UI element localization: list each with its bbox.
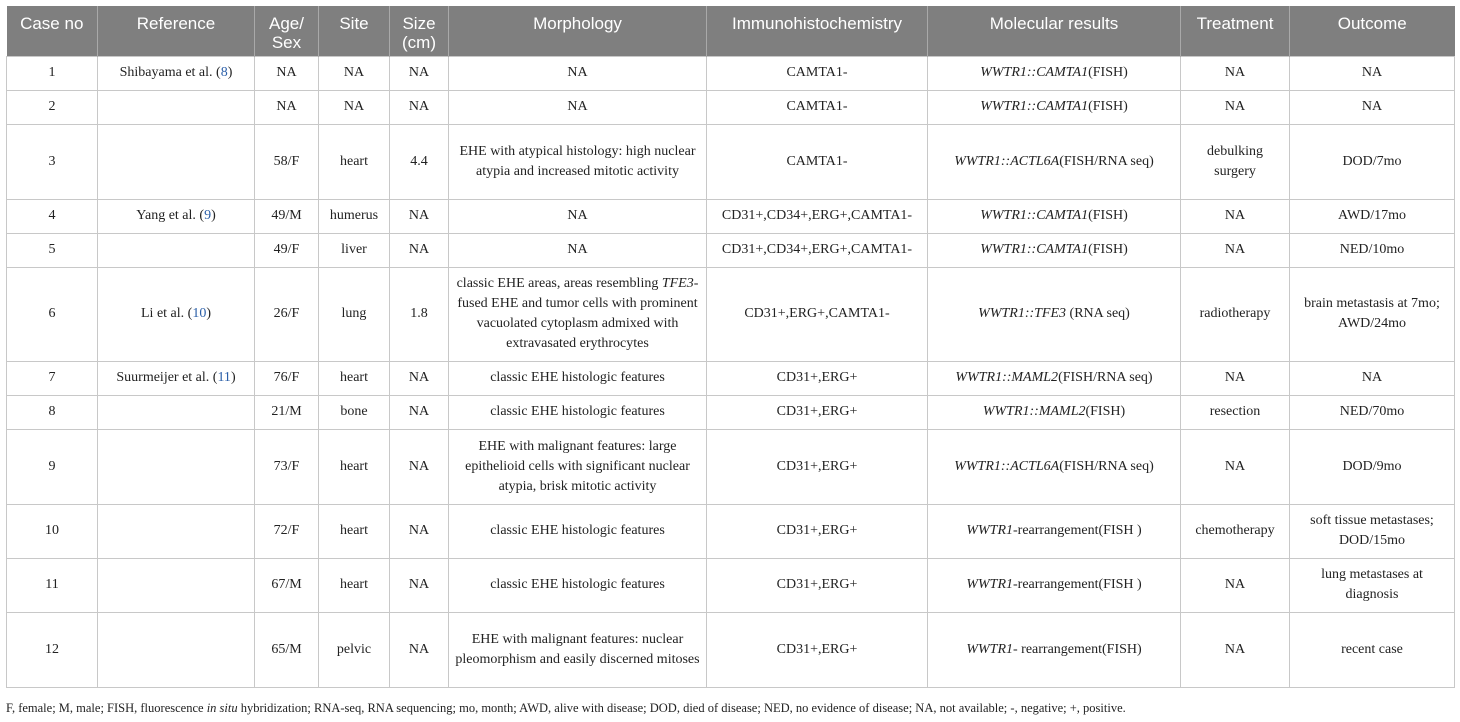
header-molecular-results: Molecular results bbox=[928, 6, 1181, 56]
header-morphology: Morphology bbox=[449, 6, 707, 56]
cell-size: NA bbox=[390, 395, 449, 429]
molecular-method: (FISH/RNA seq) bbox=[1059, 153, 1154, 169]
morphology-text: classic EHE histologic features bbox=[490, 404, 665, 419]
reference-link[interactable]: 10 bbox=[192, 306, 207, 321]
header-row bbox=[7, 6, 1455, 56]
table-row bbox=[7, 395, 1455, 429]
cell-morphology bbox=[449, 612, 707, 687]
cell-age-sex: 58/F bbox=[255, 124, 319, 199]
cell-reference bbox=[98, 429, 255, 504]
reference-text: Li et al. ( bbox=[141, 306, 193, 321]
cell-outcome: recent case bbox=[1290, 612, 1455, 687]
cell-reference bbox=[98, 90, 255, 124]
cell-size: NA bbox=[390, 504, 449, 558]
cell-size: NA bbox=[390, 199, 449, 233]
table-row bbox=[7, 124, 1455, 199]
table-row bbox=[7, 612, 1455, 687]
molecular-method: (RNA seq) bbox=[1066, 306, 1130, 321]
molecular-method: (FISH) bbox=[1088, 242, 1128, 257]
cell-immunohistochemistry: CAMTA1- bbox=[707, 124, 928, 199]
cell-molecular-results bbox=[928, 361, 1181, 395]
header-age-sex: Age/ Sex bbox=[255, 6, 319, 56]
cell-immunohistochemistry: CD31+,ERG+ bbox=[707, 361, 928, 395]
cell-morphology bbox=[449, 124, 707, 199]
cell-case-no: 10 bbox=[7, 504, 98, 558]
cell-case-no: 3 bbox=[7, 124, 98, 199]
header-treatment: Treatment bbox=[1181, 6, 1290, 56]
reference-close: ) bbox=[206, 306, 211, 321]
cell-age-sex: 26/F bbox=[255, 267, 319, 361]
morphology-text: NA bbox=[567, 99, 588, 114]
cell-immunohistochemistry: CAMTA1- bbox=[707, 56, 928, 90]
molecular-method: (FISH) bbox=[1088, 208, 1128, 223]
cell-outcome: NA bbox=[1290, 90, 1455, 124]
cell-case-no: 6 bbox=[7, 267, 98, 361]
molecular-method: (FISH/RNA seq) bbox=[1059, 458, 1154, 474]
cell-molecular-results bbox=[928, 56, 1181, 90]
table-row bbox=[7, 56, 1455, 90]
molecular-method: -rearrangement(FISH ) bbox=[1013, 523, 1142, 538]
reference-text: Shibayama et al. ( bbox=[119, 65, 221, 80]
reference-link[interactable]: 9 bbox=[204, 208, 212, 223]
cell-site: heart bbox=[319, 361, 390, 395]
cell-reference bbox=[98, 612, 255, 687]
cell-site: NA bbox=[319, 56, 390, 90]
cell-treatment: NA bbox=[1181, 612, 1290, 687]
cell-molecular-results bbox=[928, 504, 1181, 558]
cell-outcome: DOD/9mo bbox=[1290, 429, 1455, 504]
cell-treatment: NA bbox=[1181, 90, 1290, 124]
header-outcome: Outcome bbox=[1290, 6, 1455, 56]
molecular-gene: WWTR1::CAMTA1 bbox=[980, 242, 1089, 257]
cell-morphology bbox=[449, 429, 707, 504]
cell-immunohistochemistry: CD31+,ERG+ bbox=[707, 612, 928, 687]
table-footnote bbox=[6, 701, 1454, 716]
cell-reference bbox=[98, 124, 255, 199]
morphology-text: EHE with atypical histology: high nuclear atypia and increased mitotic activity bbox=[459, 143, 696, 179]
cell-case-no: 9 bbox=[7, 429, 98, 504]
cell-site: heart bbox=[319, 429, 390, 504]
morphology-text-rest: -fused EHE and tumor cells with prominent vacuolated cytoplasm admixed with extravasated erythrocytes bbox=[457, 276, 699, 351]
cell-case-no: 12 bbox=[7, 612, 98, 687]
cell-immunohistochemistry: CD31+,CD34+,ERG+,CAMTA1- bbox=[707, 233, 928, 267]
cell-age-sex: 49/M bbox=[255, 199, 319, 233]
cell-treatment: NA bbox=[1181, 233, 1290, 267]
cell-morphology bbox=[449, 361, 707, 395]
cell-outcome: brain metastasis at 7mo; AWD/24mo bbox=[1290, 267, 1455, 361]
cell-age-sex: 73/F bbox=[255, 429, 319, 504]
cell-molecular-results bbox=[928, 233, 1181, 267]
cell-molecular-results bbox=[928, 395, 1181, 429]
cell-morphology bbox=[449, 233, 707, 267]
cell-site: heart bbox=[319, 124, 390, 199]
molecular-gene: WWTR1::ACTL6A bbox=[954, 458, 1060, 474]
cell-morphology bbox=[449, 90, 707, 124]
cell-case-no: 8 bbox=[7, 395, 98, 429]
cell-outcome: AWD/17mo bbox=[1290, 199, 1455, 233]
reference-link[interactable]: 11 bbox=[217, 370, 231, 385]
molecular-gene: WWTR1::TFE3 bbox=[978, 306, 1067, 321]
cell-size: 4.4 bbox=[390, 124, 449, 199]
reference-text: Suurmeijer et al. ( bbox=[116, 370, 218, 385]
molecular-gene: WWTR1 bbox=[966, 577, 1013, 592]
cell-outcome: DOD/7mo bbox=[1290, 124, 1455, 199]
cell-reference bbox=[98, 56, 255, 90]
cell-site: heart bbox=[319, 504, 390, 558]
table-row bbox=[7, 233, 1455, 267]
case-table bbox=[6, 6, 1455, 688]
table-row bbox=[7, 558, 1455, 612]
footnote-italic: in situ bbox=[206, 701, 238, 715]
cell-age-sex: 72/F bbox=[255, 504, 319, 558]
cell-treatment: debulking surgery bbox=[1181, 124, 1290, 199]
morphology-text: classic EHE histologic features bbox=[490, 370, 665, 385]
table-body bbox=[7, 56, 1455, 687]
cell-outcome: NED/70mo bbox=[1290, 395, 1455, 429]
cell-age-sex: NA bbox=[255, 90, 319, 124]
header-site: Site bbox=[319, 6, 390, 56]
table-row bbox=[7, 361, 1455, 395]
cell-case-no: 5 bbox=[7, 233, 98, 267]
cell-morphology bbox=[449, 558, 707, 612]
cell-molecular-results bbox=[928, 429, 1181, 504]
reference-close: ) bbox=[227, 65, 233, 80]
molecular-method: (FISH) bbox=[1085, 404, 1126, 419]
cell-size: NA bbox=[390, 558, 449, 612]
cell-site: humerus bbox=[319, 199, 390, 233]
cell-immunohistochemistry: CD31+,ERG+ bbox=[707, 429, 928, 504]
morphology-text: NA bbox=[567, 65, 588, 80]
molecular-method: (FISH) bbox=[1088, 99, 1128, 114]
cell-immunohistochemistry: CD31+,ERG+ bbox=[707, 395, 928, 429]
cell-treatment: NA bbox=[1181, 56, 1290, 90]
cell-reference bbox=[98, 361, 255, 395]
cell-size: 1.8 bbox=[390, 267, 449, 361]
cell-outcome: NED/10mo bbox=[1290, 233, 1455, 267]
morphology-text: EHE with malignant features: nuclear pleomorphism and easily discerned mitoses bbox=[455, 631, 700, 667]
cell-outcome: lung metastases at diagnosis bbox=[1290, 558, 1455, 612]
cell-morphology bbox=[449, 504, 707, 558]
reference-text: Yang et al. ( bbox=[136, 208, 205, 223]
morphology-text: classic EHE histologic features bbox=[490, 577, 665, 592]
cell-case-no: 7 bbox=[7, 361, 98, 395]
cell-case-no: 2 bbox=[7, 90, 98, 124]
cell-reference bbox=[98, 395, 255, 429]
cell-site: NA bbox=[319, 90, 390, 124]
header-reference: Reference bbox=[98, 6, 255, 56]
cell-age-sex: 49/F bbox=[255, 233, 319, 267]
cell-morphology bbox=[449, 199, 707, 233]
cell-site: heart bbox=[319, 558, 390, 612]
molecular-gene: WWTR1::CAMTA1 bbox=[980, 99, 1089, 114]
cell-morphology bbox=[449, 267, 707, 361]
cell-treatment: radiotherapy bbox=[1181, 267, 1290, 361]
molecular-gene: WWTR1::MAML2 bbox=[982, 404, 1086, 419]
morphology-text: NA bbox=[567, 242, 588, 257]
cell-treatment: NA bbox=[1181, 558, 1290, 612]
cell-immunohistochemistry: CAMTA1- bbox=[707, 90, 928, 124]
cell-immunohistochemistry: CD31+,CD34+,ERG+,CAMTA1- bbox=[707, 199, 928, 233]
cell-reference bbox=[98, 199, 255, 233]
cell-molecular-results bbox=[928, 558, 1181, 612]
cell-site: lung bbox=[319, 267, 390, 361]
cell-immunohistochemistry: CD31+,ERG+ bbox=[707, 558, 928, 612]
cell-treatment: NA bbox=[1181, 429, 1290, 504]
cell-treatment: NA bbox=[1181, 361, 1290, 395]
cell-morphology bbox=[449, 395, 707, 429]
morphology-text: classic EHE histologic features bbox=[490, 523, 665, 538]
table-row bbox=[7, 199, 1455, 233]
cell-treatment: NA bbox=[1181, 199, 1290, 233]
reference-link[interactable]: 8 bbox=[220, 65, 228, 80]
header-immunohistochemistry: Immunohistochemistry bbox=[707, 6, 928, 56]
cell-reference bbox=[98, 233, 255, 267]
table-row bbox=[7, 267, 1455, 361]
morphology-text: NA bbox=[567, 208, 588, 223]
morphology-text: EHE with malignant features: large epithelioid cells with significant nuclear atypia, brisk mitotic activity bbox=[465, 438, 690, 494]
footnote-text: F, female; M, male; FISH, fluorescence bbox=[6, 701, 207, 715]
molecular-method: (FISH) bbox=[1088, 65, 1128, 80]
cell-age-sex: 65/M bbox=[255, 612, 319, 687]
cell-molecular-results bbox=[928, 90, 1181, 124]
cell-morphology bbox=[449, 56, 707, 90]
molecular-gene: WWTR1::CAMTA1 bbox=[980, 208, 1089, 223]
reference-close: ) bbox=[211, 208, 216, 223]
cell-treatment: chemotherapy bbox=[1181, 504, 1290, 558]
cell-molecular-results bbox=[928, 124, 1181, 199]
cell-age-sex: NA bbox=[255, 56, 319, 90]
cell-age-sex: 21/M bbox=[255, 395, 319, 429]
cell-outcome: soft tissue metastases; DOD/15mo bbox=[1290, 504, 1455, 558]
cell-molecular-results bbox=[928, 612, 1181, 687]
cell-site: bone bbox=[319, 395, 390, 429]
cell-size: NA bbox=[390, 56, 449, 90]
cell-age-sex: 67/M bbox=[255, 558, 319, 612]
molecular-gene: WWTR1 bbox=[966, 523, 1013, 538]
molecular-gene: WWTR1::MAML2 bbox=[955, 370, 1059, 385]
cell-size: NA bbox=[390, 429, 449, 504]
table-row bbox=[7, 504, 1455, 558]
footnote-text-rest: hybridization; RNA-seq, RNA sequencing; mo, month; AWD, alive with disease; DOD, died of disease; NED, no evidence of disease; NA, not available; -, negative; +, positive. bbox=[237, 701, 1126, 715]
cell-site: liver bbox=[319, 233, 390, 267]
cell-outcome: NA bbox=[1290, 56, 1455, 90]
cell-reference bbox=[98, 504, 255, 558]
molecular-method: - rearrangement(FISH) bbox=[1013, 641, 1142, 657]
cell-size: NA bbox=[390, 90, 449, 124]
table-row bbox=[7, 90, 1455, 124]
cell-outcome: NA bbox=[1290, 361, 1455, 395]
molecular-gene: WWTR1::CAMTA1 bbox=[980, 65, 1089, 80]
cell-reference bbox=[98, 558, 255, 612]
cell-molecular-results bbox=[928, 267, 1181, 361]
cell-molecular-results bbox=[928, 199, 1181, 233]
table-row bbox=[7, 429, 1455, 504]
molecular-gene: WWTR1 bbox=[966, 641, 1013, 657]
cell-size: NA bbox=[390, 612, 449, 687]
molecular-method: (FISH/RNA seq) bbox=[1058, 370, 1153, 385]
cell-immunohistochemistry: CD31+,ERG+ bbox=[707, 504, 928, 558]
morphology-text: classic EHE areas, areas resembling bbox=[456, 276, 662, 291]
cell-immunohistochemistry: CD31+,ERG+,CAMTA1- bbox=[707, 267, 928, 361]
cell-size: NA bbox=[390, 233, 449, 267]
cell-treatment: resection bbox=[1181, 395, 1290, 429]
morphology-italic: TFE3 bbox=[661, 276, 694, 291]
cell-case-no: 11 bbox=[7, 558, 98, 612]
cell-site: pelvic bbox=[319, 612, 390, 687]
header-case-no: Case no bbox=[7, 6, 98, 56]
cell-size: NA bbox=[390, 361, 449, 395]
reference-close: ) bbox=[230, 370, 236, 385]
cell-case-no: 1 bbox=[7, 56, 98, 90]
molecular-gene: WWTR1::ACTL6A bbox=[954, 153, 1060, 169]
cell-reference bbox=[98, 267, 255, 361]
molecular-method: -rearrangement(FISH ) bbox=[1013, 577, 1142, 592]
cell-age-sex: 76/F bbox=[255, 361, 319, 395]
cell-case-no: 4 bbox=[7, 199, 98, 233]
header-size: Size (cm) bbox=[390, 6, 449, 56]
